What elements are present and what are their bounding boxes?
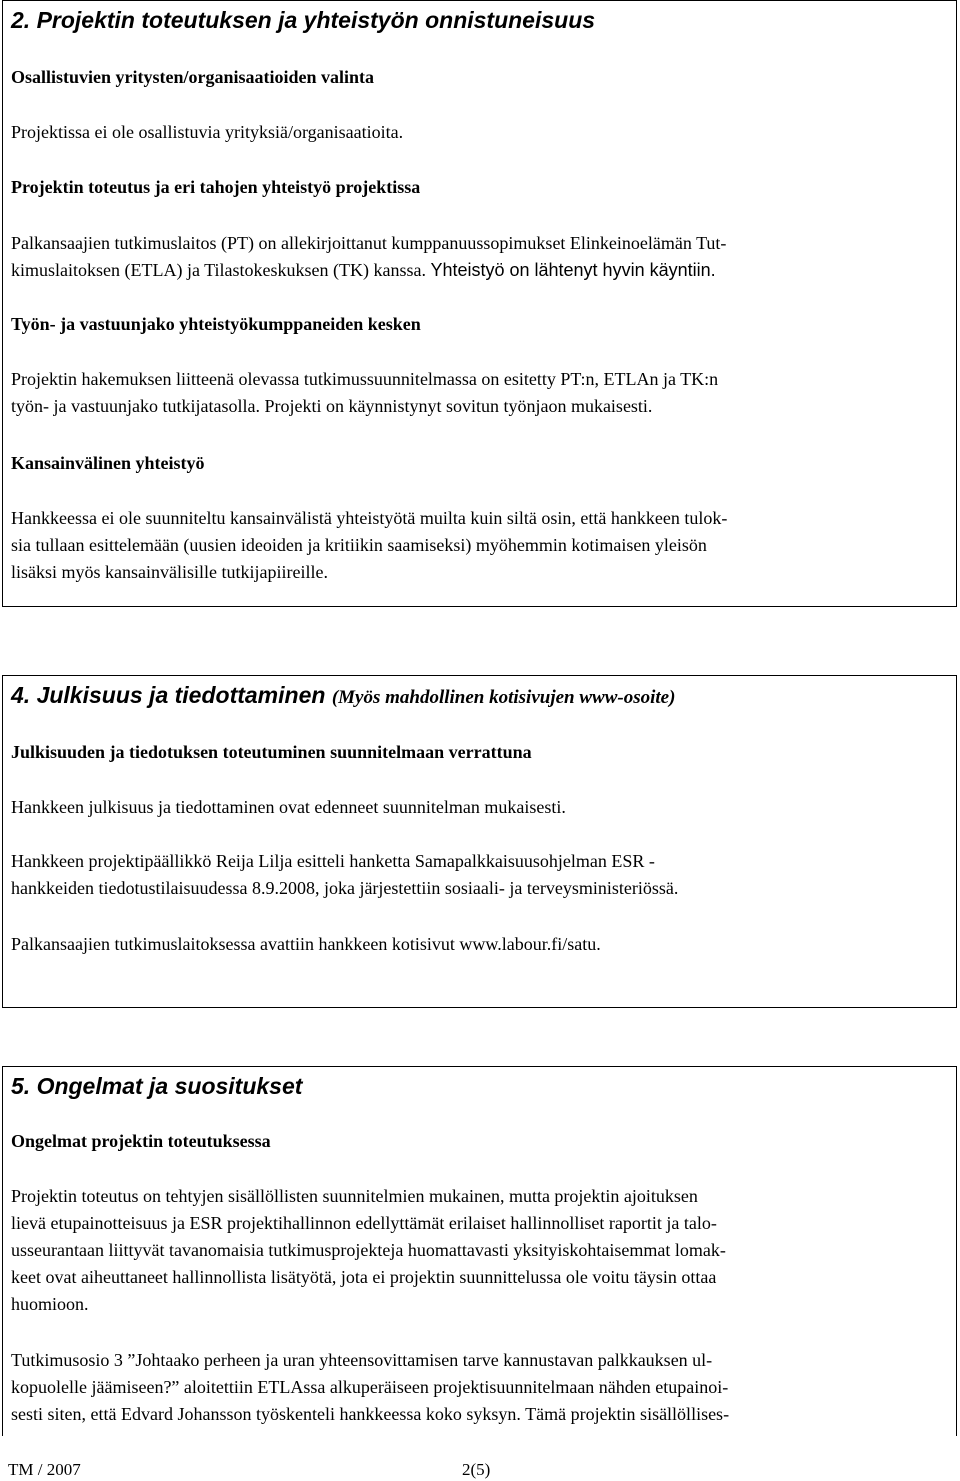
- research-line-1: Tutkimusosio 3 ”Johtaako perheen ja uran yhteensovittamisen tarve kannustavan palkkauksen ul-: [11, 1350, 713, 1370]
- partnership-line-2: kimuslaitoksen (ETLA) ja Tilastokeskuksen (TK) kanssa.: [11, 260, 426, 280]
- paragraph-website: Palkansaajien tutkimuslaitoksessa avattiin hankkeen kotisivut www.labour.fi/satu.: [11, 934, 601, 954]
- publicity-event-line-2: hankkeiden tiedotustilaisuudessa 8.9.2008, joka järjestettiin sosiaali- ja terveysministeriössä.: [11, 878, 679, 898]
- work-division-line-1: Projektin hakemuksen liitteenä olevassa tutkimussuunnitelmassa on esitetty PT:n, ETLAn ja TK:n: [11, 369, 719, 389]
- heading-publicity: Julkisuuden ja tiedotuksen toteutuminen suunnitelmaan verrattuna: [11, 742, 532, 762]
- problems-line-1: Projektin toteutus on tehtyjen sisällöllisten suunnitelmien mukainen, mutta projektin ajoituksen: [11, 1186, 698, 1206]
- paragraph-publicity-event: [11, 848, 946, 902]
- international-line-3: lisäksi myös kansainvälisille tutkijapiireille.: [11, 562, 328, 582]
- paragraph-work-division: [11, 366, 946, 420]
- paragraph-problems: [11, 1183, 946, 1318]
- problems-line-3: usseurantaan liittyvät tavanomaisia tutkimusprojekteja huomattavasti yksityiskohtaisemmat lomak-: [11, 1240, 726, 1260]
- paragraph-publicity-status: Hankkeen julkisuus ja tiedottaminen ovat edenneet suunnitelman mukaisesti.: [11, 797, 566, 817]
- paragraph-international: [11, 505, 946, 586]
- work-division-line-2: työn- ja vastuunjako tutkijatasolla. Projekti on käynnistynyt sovitun työnjaon mukaisesti.: [11, 396, 653, 416]
- paragraph-research-section-3: [11, 1347, 946, 1428]
- problems-line-2: lievä etupainotteisuus ja ESR projektihallinnon edellyttämät erilaiset hallinnolliset raportit ja talo-: [11, 1213, 717, 1233]
- heading-project-cooperation: Projektin toteutus ja eri tahojen yhteistyö projektissa: [11, 177, 421, 197]
- section-4-box: [2, 675, 957, 1008]
- partnership-line-2-note: Yhteistyö on lähtenyt hyvin käyntiin.: [430, 260, 716, 280]
- paragraph-no-participants: Projektissa ei ole osallistuvia yrityksiä/organisaatioita.: [11, 122, 404, 142]
- problems-line-4: keet ovat aiheuttaneet hallinnollista lisätyötä, jota ei projektin suunnittelussa ole voitu täysin ottaa: [11, 1267, 717, 1287]
- international-line-1: Hankkeessa ei ole suunniteltu kansainvälistä yhteistyötä muilta kuin siltä osin, että hankkeen tulok-: [11, 508, 728, 528]
- footer-left: TM / 2007: [8, 1460, 81, 1479]
- research-line-2: kopuolelle jäämiseen?” aloitettiin ETLAssa alkuperäiseen projektisuunnitelmaan nähden etupainoi-: [11, 1377, 729, 1397]
- heading-work-division: Työn- ja vastuunjako yhteistyökumppaneiden kesken: [11, 314, 421, 334]
- partnership-line-1: Palkansaajien tutkimuslaitos (PT) on allekirjoittanut kumppanuussopimukset Elinkeinoelämän Tut-: [11, 233, 727, 253]
- section-5-title: 5. Ongelmat ja suositukset: [11, 1073, 303, 1099]
- paragraph-partnership: [11, 230, 946, 284]
- heading-international: Kansainvälinen yhteistyö: [11, 453, 205, 473]
- section-4-title: [11, 682, 675, 709]
- publicity-event-line-1: Hankkeen projektipäällikkö Reija Lilja esitteli hanketta Samapalkkaisuusohjelman ESR -: [11, 851, 655, 871]
- section-4-title-note: (Myös mahdollinen kotisivujen www-osoite): [331, 687, 676, 708]
- problems-line-5: huomioon.: [11, 1294, 89, 1314]
- section-4-title-text: 4. Julkisuus ja tiedottaminen: [11, 682, 326, 708]
- heading-problems: Ongelmat projektin toteutuksessa: [11, 1131, 271, 1151]
- research-line-3: sesti siten, että Edvard Johansson työskenteli hankkeessa koko syksyn. Tämä projektin sisällöllises-: [11, 1404, 730, 1424]
- international-line-2: sia tullaan esittelemään (uusien ideoiden ja kritiikin saamiseksi) myöhemmin kotimaisen yleisön: [11, 535, 707, 555]
- section-2-title: 2. Projektin toteutuksen ja yhteistyön onnistuneisuus: [11, 7, 596, 33]
- section-2-box: [2, 0, 957, 607]
- section-5-box: [2, 1066, 957, 1436]
- heading-organisation-selection: Osallistuvien yritysten/organisaatioiden valinta: [11, 67, 375, 87]
- page-number: 2(5): [462, 1460, 491, 1479]
